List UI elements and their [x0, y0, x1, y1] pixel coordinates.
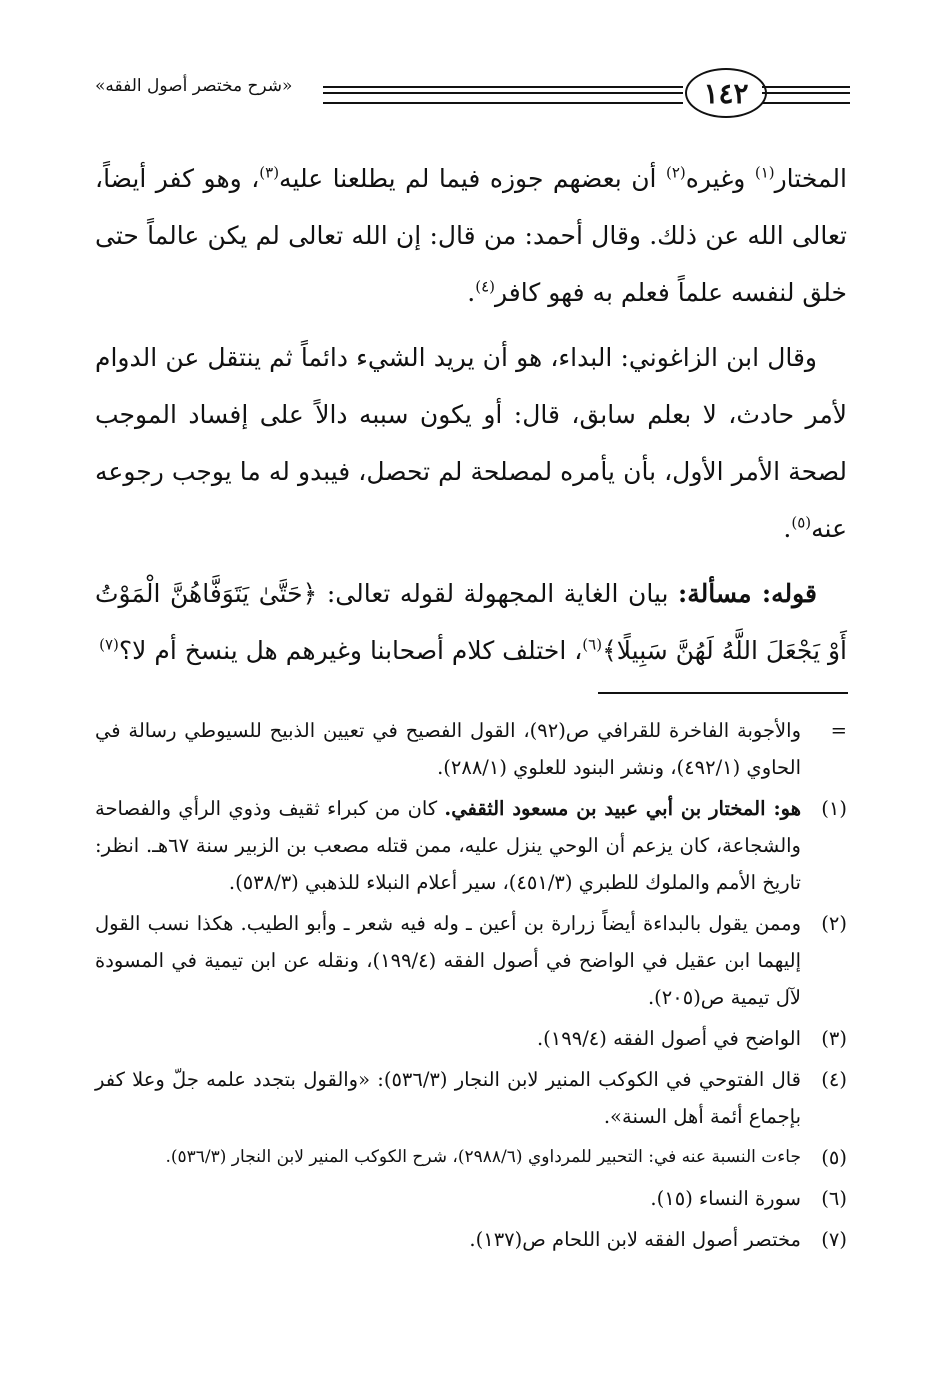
paragraph-3: [95, 565, 847, 679]
text-run: .: [467, 278, 476, 307]
footnote-text: سورة النساء (١٥).: [650, 1187, 801, 1210]
text-run: بيان الغاية المجهولة لقوله تعالى:: [317, 579, 678, 608]
footnote-text: قال الفتوحي في الكوكب المنير لابن النجار (٥٣٦/٣): «والقول بتجدد علمه جلّ وعلا كفر بإجماع أئمة أهل السنة».: [95, 1068, 801, 1128]
footnote-text: مختصر أصول الفقه لابن اللحام ص(١٣٧).: [469, 1228, 801, 1251]
quran-verse: ﴿حَتَّىٰ يَتَوَفَّاهُنَّ الْمَوْتُ أَوْ يَجْعَلَ اللَّهُ لَهُنَّ سَبِيلًا﴾: [95, 579, 847, 665]
footnote-ref-7: (٧): [99, 635, 119, 654]
footnote-continued: [95, 712, 847, 786]
paragraph-1: [95, 150, 847, 321]
footnote-number: (٦): [821, 1187, 847, 1210]
text-run: ، اختلف كلام أصحابنا وغيرهم هل ينسخ أم لا؟: [118, 636, 583, 665]
footnotes: [95, 712, 847, 1262]
footnote-4: [95, 1061, 847, 1135]
footnote-3: [95, 1020, 847, 1057]
header-rule-right: [762, 86, 850, 104]
text-run: كان من كبراء ثقيف وذوي الرأي والفصاحة والشجاعة، كان يزعم أن الوحي ينزل عليه، ممن قتله مصعب بن الزبير سنة ٦٧هـ. انظر: تاريخ الأمم والملوك للطبري (٤٥١/٣)، سير أعلام النبلاء للذهبي (٥٣٨/٣).: [95, 797, 801, 894]
text-run: وغيره: [685, 164, 755, 193]
footnote-text: الواضح في أصول الفقه (١٩٩/٤).: [536, 1027, 801, 1050]
header-rule-left: [323, 86, 683, 104]
page-header: [95, 68, 850, 120]
footnote-ref-2: (٢): [665, 163, 686, 182]
running-title: «شرح مختصر أصول الفقه»: [95, 76, 293, 96]
footnote-ref-5: (٥): [791, 513, 812, 532]
footnote-text: والأجوبة الفاخرة للقرافي ص(٩٢)، القول الفصيح في تعيين الذبيح للسيوطي رسالة في الحاوي (٤٩٢/١)، ونشر البنود للعلوي (٢٨٨/١).: [95, 719, 801, 779]
footnote-number: (٢): [821, 912, 847, 935]
text-run: .: [783, 514, 792, 543]
paragraph-2: [95, 329, 847, 557]
footnote-ref-1: (١): [754, 163, 775, 182]
text-run: المختار: [774, 164, 847, 193]
footnote-6: [95, 1180, 847, 1217]
text-run: وقال ابن الزاغوني: البداء، هو أن يريد الشيء دائماً ثم ينتقل عن الدوام لأمر حادث، لا بعلم سابق، قال: أو يكون سببه دالاً على إفساد الموجب لصحة الأمر الأول، بأن يأمره لمصلحة لم تحصل، فيبدو له ما يوجب رجوعه عنه: [95, 343, 847, 543]
issue-heading: قوله: مسألة:: [678, 579, 817, 608]
text-run: ، وهو كفر أيضاً، تعالى الله عن ذلك. وقال أحمد: من قال: إن الله تعالى لم يكن عالماً حتى خلق لنفسه علماً فعلم به فهو كافر: [95, 164, 847, 307]
footnote-number: =: [830, 719, 847, 742]
footnote-bold-lead: هو: المختار بن أبي عبيد بن مسعود الثقفي.: [444, 797, 801, 820]
footnote-2: [95, 905, 847, 1016]
footnote-number: (٧): [821, 1228, 847, 1251]
footnote-text: [95, 790, 801, 901]
text-run: أن بعضهم جوزه فيما لم يطلعنا عليه: [279, 164, 666, 193]
footnote-text: وممن يقول بالبداءة أيضاً زرارة بن أعين ـ وله فيه شعر ـ وأبو الطيب. هكذا نسب القول إليهما ابن عقيل في الواضح في أصول الفقه (١٩٩/٤)، ونقله عن ابن تيمية في المسودة لآل تيمية ص(٢٠٥).: [95, 912, 801, 1009]
footnote-ref-4: (٤): [475, 277, 496, 296]
footnote-1: [95, 790, 847, 901]
footnote-number: (٣): [821, 1027, 847, 1050]
footnote-number: (٥): [821, 1146, 847, 1169]
footnote-ref-6: (٦): [582, 635, 603, 654]
main-text: [95, 150, 847, 687]
footnote-ref-3: (٣): [259, 163, 280, 182]
footnote-number: (٤): [821, 1068, 847, 1091]
page-number: ١٤٢: [685, 68, 767, 118]
footnote-text: جاءت النسبة عنه في: التحبير للمرداوي (٢٩٨٨/٦)، شرح الكوكب المنير لابن النجار (٥٣٦/٣).: [165, 1147, 801, 1167]
footnote-divider: [598, 692, 848, 694]
footnote-7: [95, 1221, 847, 1258]
footnote-5: [95, 1139, 847, 1176]
footnote-number: (١): [821, 797, 847, 820]
